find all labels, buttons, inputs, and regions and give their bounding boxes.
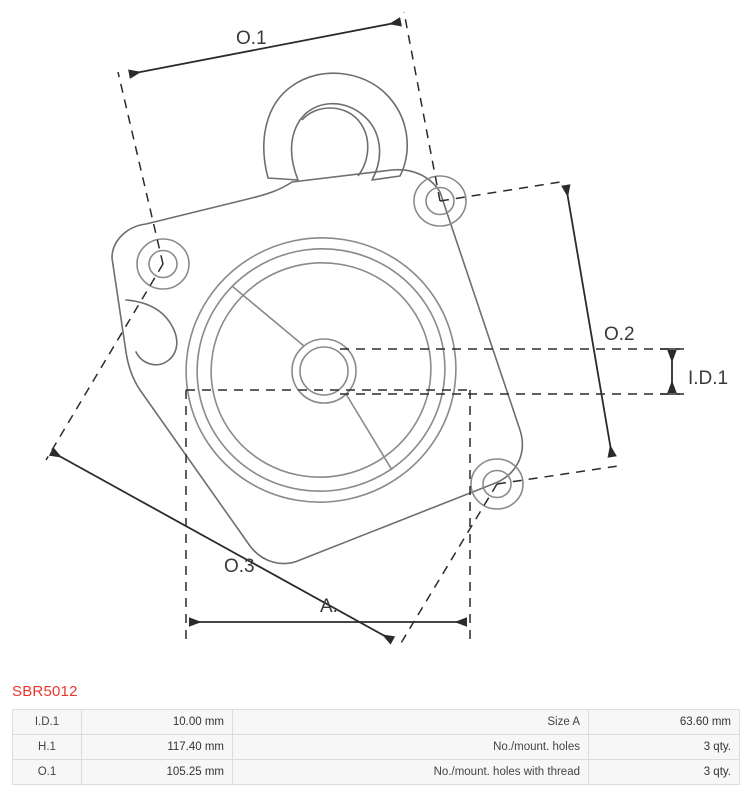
dimension-arrow-lines bbox=[52, 22, 684, 640]
spec-left-value: 105.25 mm bbox=[82, 760, 233, 785]
spec-right-value: 3 qty. bbox=[589, 760, 740, 785]
spec-left-label: I.D.1 bbox=[13, 710, 82, 735]
bracket-outline bbox=[112, 170, 522, 564]
dimension-label-o1: O.1 bbox=[236, 28, 267, 49]
spec-left-label: H.1 bbox=[13, 735, 82, 760]
dimension-label-a: A. bbox=[320, 596, 338, 617]
dimension-label-o3: O.3 bbox=[224, 556, 255, 577]
specification-table bbox=[12, 709, 740, 785]
lifting-eye-shape bbox=[264, 73, 407, 180]
spec-left-value: 10.00 mm bbox=[82, 710, 233, 735]
dimension-extension-lines bbox=[46, 12, 680, 648]
dimension-label-o2: O.2 bbox=[604, 324, 635, 345]
spec-right-value: 63.60 mm bbox=[589, 710, 740, 735]
spec-right-label: Size A bbox=[233, 710, 589, 735]
spec-right-label: No./mount. holes bbox=[233, 735, 589, 760]
spec-right-value: 3 qty. bbox=[589, 735, 740, 760]
part-number: SBR5012 bbox=[12, 683, 78, 700]
drive-opening-circles bbox=[162, 213, 481, 527]
spec-left-value: 117.40 mm bbox=[82, 735, 233, 760]
table-row bbox=[13, 710, 740, 735]
spec-right-label: No./mount. holes with thread bbox=[233, 760, 589, 785]
table-row bbox=[13, 760, 740, 785]
radial-ribs bbox=[232, 286, 392, 470]
spec-left-label: O.1 bbox=[13, 760, 82, 785]
dimension-label-id1: I.D.1 bbox=[688, 368, 729, 389]
table-row bbox=[13, 735, 740, 760]
